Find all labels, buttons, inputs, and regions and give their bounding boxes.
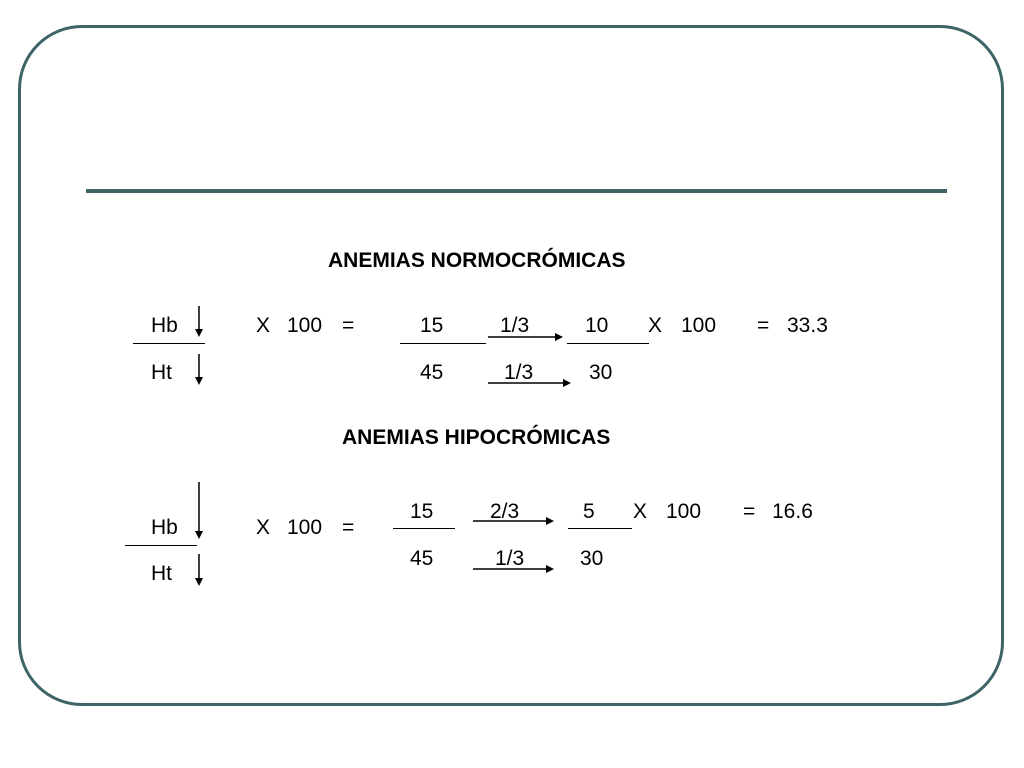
section-title-normocromicas: ANEMIAS NORMOCRÓMICAS bbox=[328, 249, 626, 272]
hb-label: Hb bbox=[151, 516, 178, 539]
ratio-label-bottom: 1/3 bbox=[495, 547, 525, 570]
result-value: 16.6 bbox=[772, 500, 813, 523]
multiply-sign: X bbox=[633, 500, 648, 523]
result-denominator: 30 bbox=[580, 547, 604, 570]
multiply-sign: X bbox=[648, 314, 663, 337]
result-numerator: 5 bbox=[583, 500, 595, 523]
ratio-label-top: 1/3 bbox=[500, 314, 530, 337]
result-value: 33.3 bbox=[787, 314, 828, 337]
equals-sign: = bbox=[757, 314, 770, 337]
hundred-value: 100 bbox=[681, 314, 717, 337]
hundred-value: 100 bbox=[666, 500, 702, 523]
hundred-value: 100 bbox=[287, 516, 323, 539]
section-title-hipocromicas: ANEMIAS HIPOCRÓMICAS bbox=[342, 426, 611, 449]
numerator-value: 15 bbox=[410, 500, 434, 523]
denominator-value: 45 bbox=[410, 547, 434, 570]
equals-sign: = bbox=[342, 516, 355, 539]
equals-sign: = bbox=[743, 500, 756, 523]
hb-label: Hb bbox=[151, 314, 178, 337]
multiply-sign: X bbox=[256, 516, 271, 539]
ht-label: Ht bbox=[151, 361, 172, 384]
ht-label: Ht bbox=[151, 562, 172, 585]
multiply-sign: X bbox=[256, 314, 271, 337]
ratio-label-top: 2/3 bbox=[490, 500, 520, 523]
result-numerator: 10 bbox=[585, 314, 609, 337]
hundred-value: 100 bbox=[287, 314, 323, 337]
equals-sign: = bbox=[342, 314, 355, 337]
numerator-value: 15 bbox=[420, 314, 444, 337]
result-denominator: 30 bbox=[589, 361, 613, 384]
ratio-label-bottom: 1/3 bbox=[504, 361, 534, 384]
denominator-value: 45 bbox=[420, 361, 444, 384]
